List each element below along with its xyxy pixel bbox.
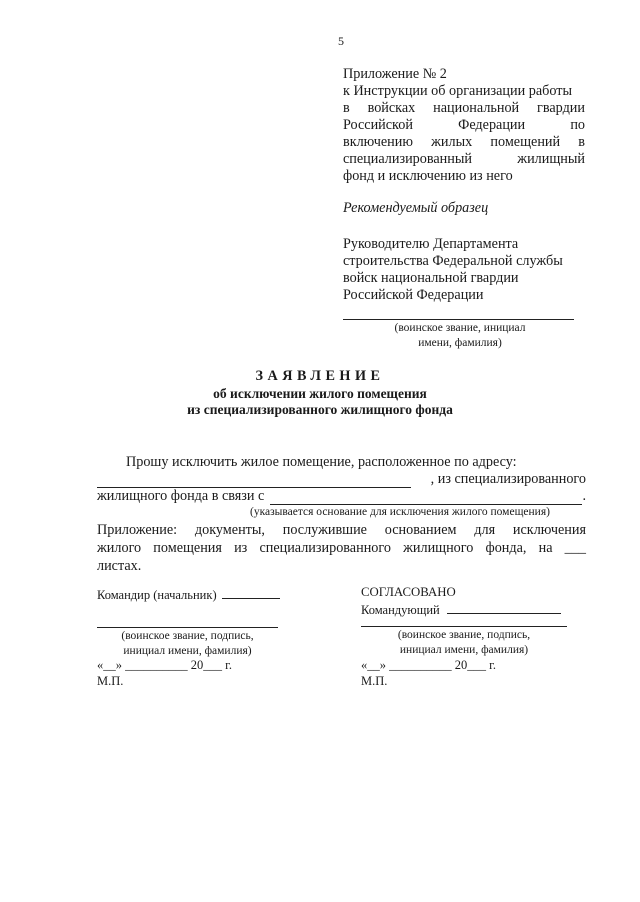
word: послужившие <box>282 522 367 538</box>
word: для <box>474 522 496 538</box>
address-blank <box>97 473 411 488</box>
word: Федерации <box>458 117 526 133</box>
appendix-line <box>343 117 585 134</box>
subtitle-line: из специализированного жилищного фонда <box>187 402 453 417</box>
appendix-line: к Инструкции об организации работы <box>343 83 572 99</box>
word: по <box>570 117 585 133</box>
commanding-label: Командующий <box>361 603 440 617</box>
commanding-signature-blank <box>447 601 561 614</box>
word: помещений <box>490 134 561 150</box>
attachment-paragraph <box>97 521 586 575</box>
commander-signature-blank <box>222 586 280 599</box>
word: специализированного <box>259 540 391 556</box>
basis-note: (указывается основание для исключения жилого помещения) <box>250 506 550 518</box>
commander-row <box>97 586 280 603</box>
recommended-sample-label: Рекомендуемый образец <box>343 200 489 216</box>
basis-row-end: . <box>582 488 586 504</box>
word: в <box>343 100 350 116</box>
commander-signature-line <box>97 627 278 628</box>
attachment-line <box>97 539 586 557</box>
commanding-row <box>361 601 561 618</box>
commanding-signature-line <box>361 626 567 627</box>
caption-line: инициал имени, фамилия) <box>123 645 252 657</box>
addressee-caption <box>360 321 560 351</box>
subtitle-line: об исключении жилого помещения <box>213 386 427 401</box>
word: Российской <box>343 117 413 133</box>
caption-line: (воинское звание, подпись, <box>397 629 531 641</box>
basis-row-lead: жилищного фонда в связи с <box>97 488 265 504</box>
attachment-line <box>97 521 586 539</box>
word: специализированный <box>343 151 472 167</box>
addressee-line: Руководителю Департамента <box>343 236 519 252</box>
caption-line: (воинское звание, подпись, <box>121 630 254 642</box>
word: войсках <box>367 100 416 116</box>
word: жилого <box>97 540 142 556</box>
word: документы, <box>194 522 265 538</box>
commander-label: Командир (начальник) <box>97 588 217 602</box>
word: жилых <box>431 134 473 150</box>
commander-caption <box>97 629 278 659</box>
approved-label: СОГЛАСОВАНО <box>361 585 456 599</box>
commander-stamp-place: М.П. <box>97 674 124 688</box>
basis-blank <box>270 490 582 505</box>
addressee-block <box>343 236 563 304</box>
word: Приложение: <box>97 522 178 538</box>
document-title: ЗАЯВЛЕНИЕ <box>255 368 385 384</box>
word: помещения <box>153 540 222 556</box>
addressee-signature-line <box>343 319 574 320</box>
caption-line: имени, фамилия) <box>418 337 502 349</box>
appendix-line <box>343 134 585 151</box>
appendix-line: фонд и исключению из него <box>343 168 513 184</box>
addressee-line: Российской Федерации <box>343 287 484 303</box>
caption-line: инициал имени, фамилия) <box>399 644 529 656</box>
addressee-line: строительства Федеральной службы <box>343 253 563 269</box>
word: включению <box>343 134 413 150</box>
appendix-title: Приложение № 2 <box>343 66 447 82</box>
page-number: 5 <box>338 34 344 48</box>
word: ___ <box>564 540 586 556</box>
attachment-line: листах. <box>97 558 142 574</box>
caption-line: (воинское звание, инициал <box>394 322 526 334</box>
word: национальной <box>433 100 520 116</box>
request-text: Прошу исключить жилое помещение, расположенное по адресу: <box>126 454 517 470</box>
address-row-tail: , из специализированного <box>430 471 586 487</box>
appendix-line <box>343 100 585 117</box>
commanding-caption <box>372 628 556 658</box>
word: фонда, <box>485 540 527 556</box>
word: в <box>578 134 585 150</box>
addressee-line: войск национальной гвардии <box>343 270 519 286</box>
word: жилищный <box>517 151 585 167</box>
word: исключения <box>512 522 586 538</box>
appendix-header <box>343 66 585 185</box>
word: на <box>538 540 553 556</box>
word: гвардии <box>537 100 585 116</box>
basis-row <box>97 488 586 505</box>
word: жилищного <box>403 540 474 556</box>
commander-date: «__» __________ 20___ г. <box>97 658 232 672</box>
address-row <box>97 471 586 488</box>
document-subtitle <box>0 386 640 418</box>
commanding-date: «__» __________ 20___ г. <box>361 658 496 672</box>
appendix-line <box>343 151 585 168</box>
word: основанием <box>384 522 457 538</box>
commanding-stamp-place: М.П. <box>361 674 388 688</box>
word: из <box>234 540 248 556</box>
